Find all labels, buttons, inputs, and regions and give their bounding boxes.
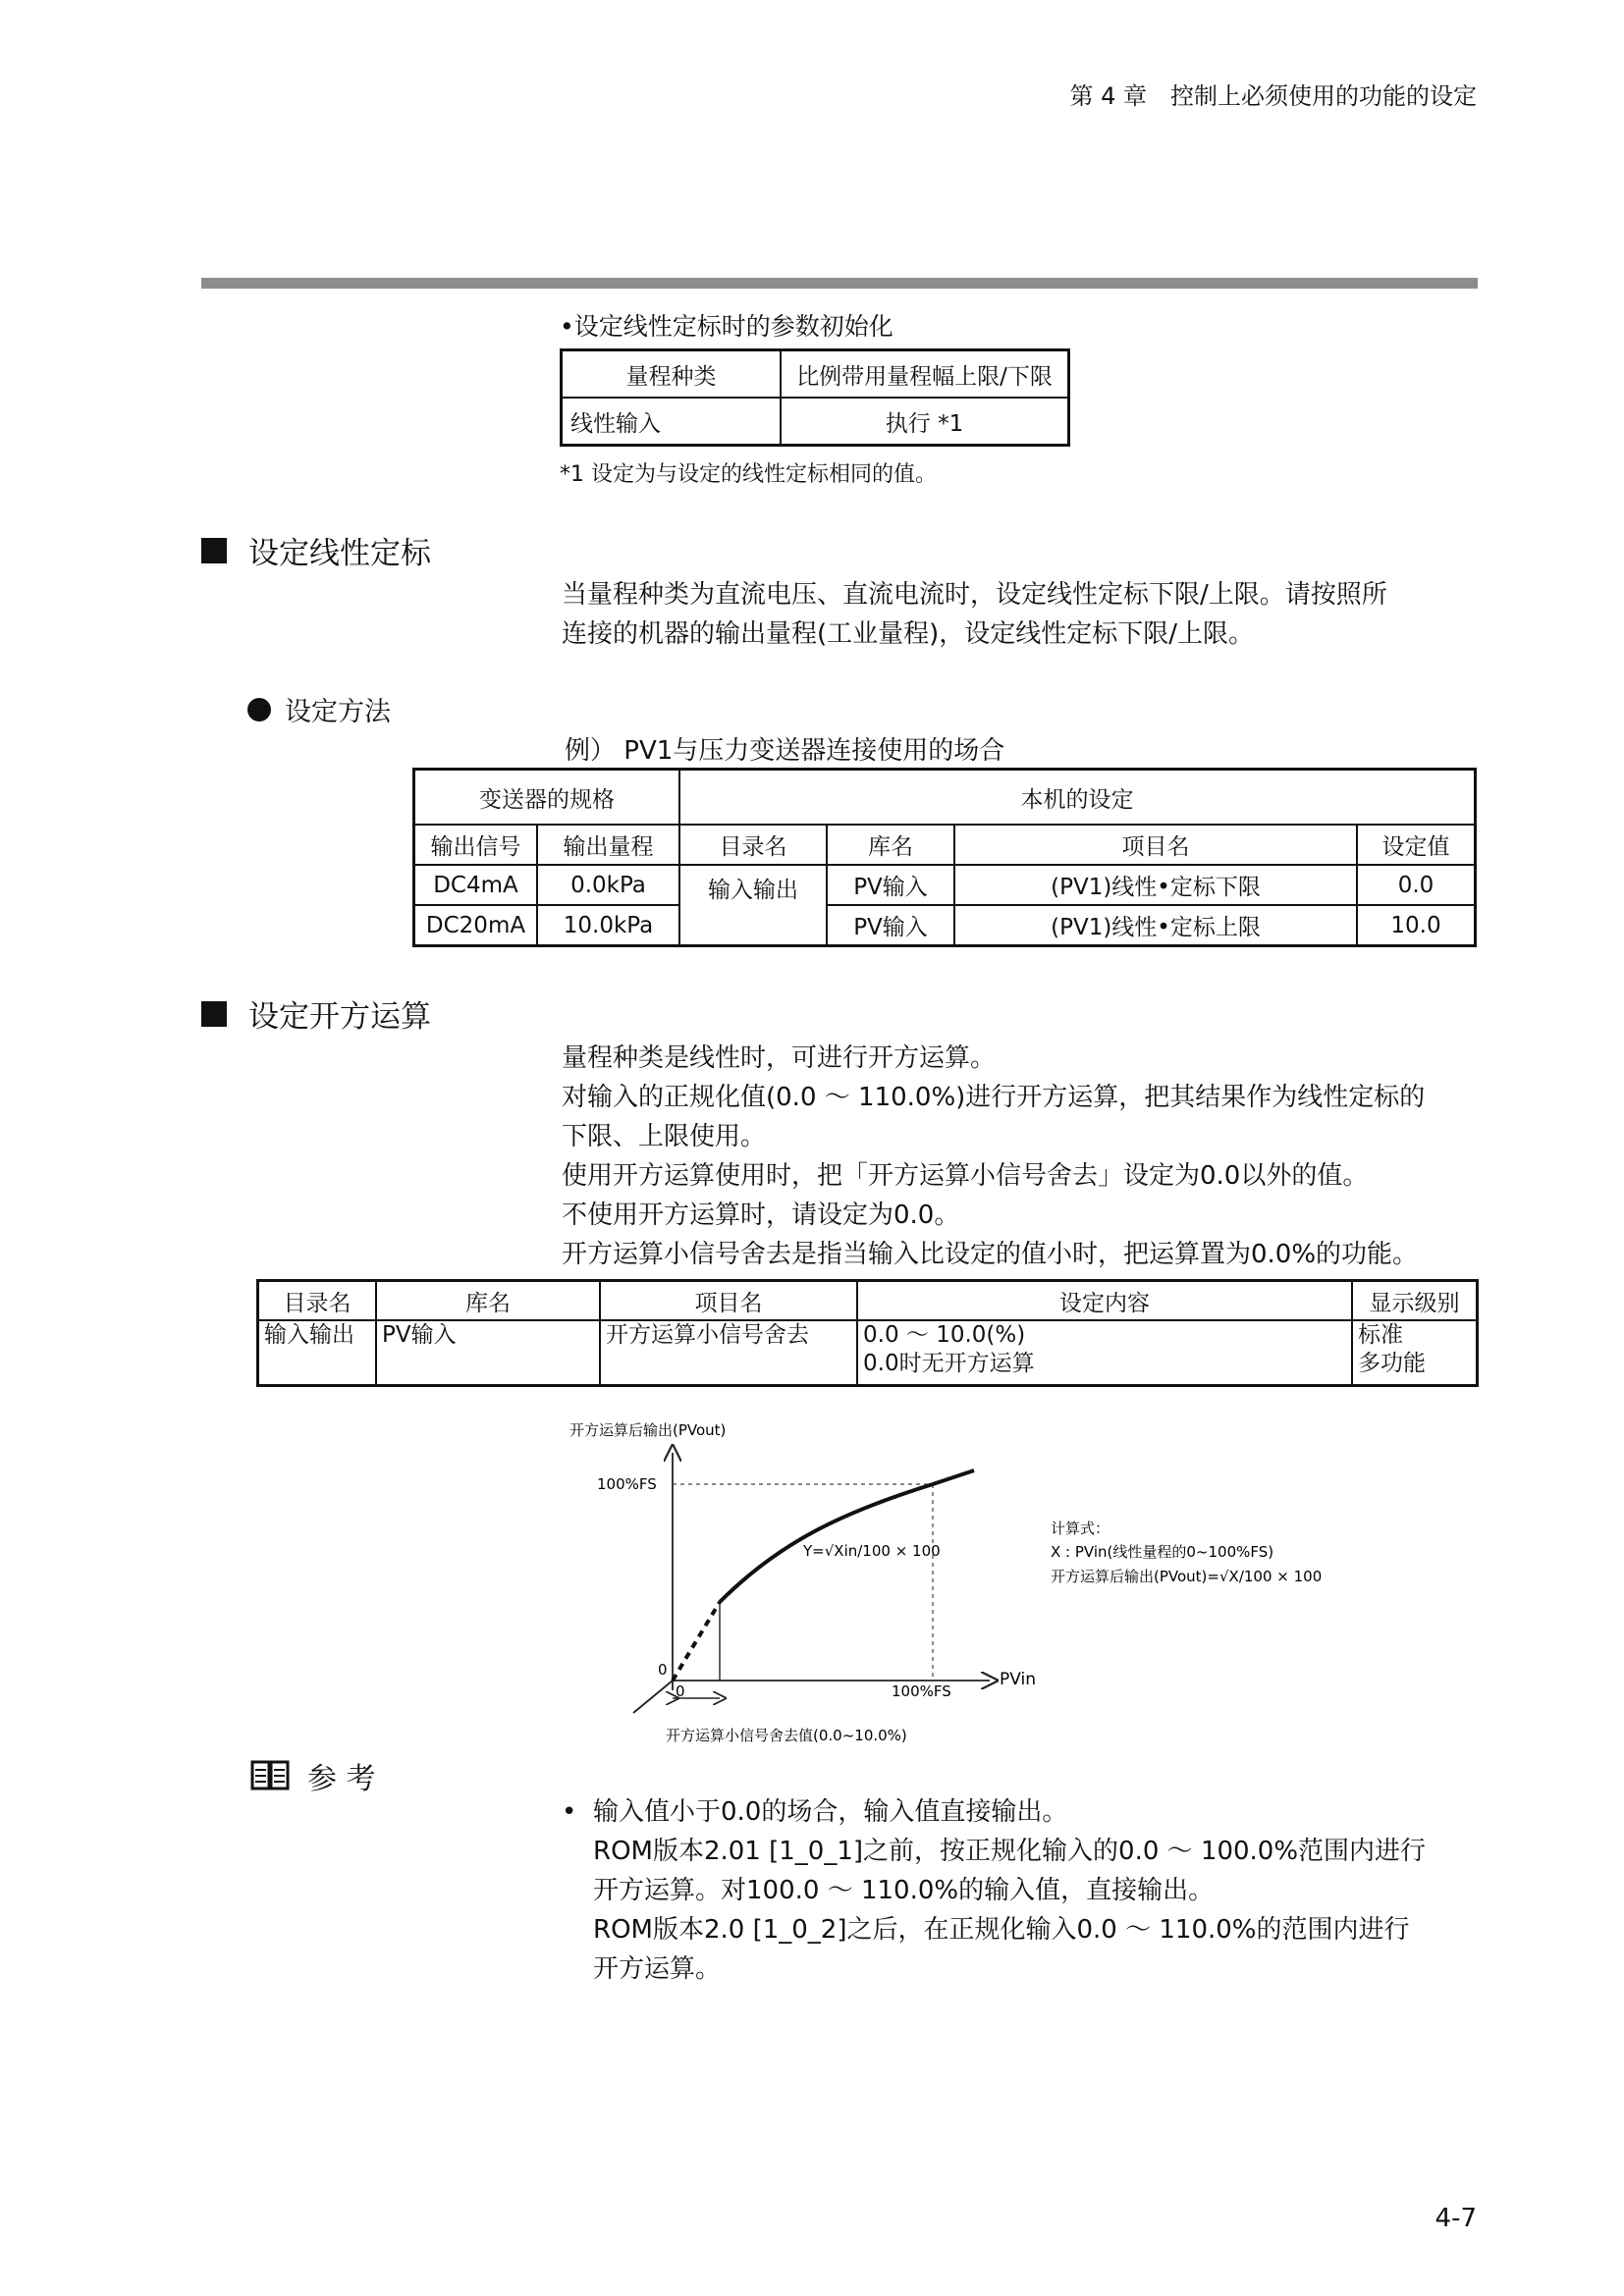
init-title: •设定线性定标时的参数初始化 xyxy=(560,312,893,341)
bullet-dot-icon xyxy=(247,698,271,721)
section-square-icon xyxy=(201,1001,227,1027)
col-item: 项目名 xyxy=(600,1281,857,1321)
paragraph-line: 下限、上限使用。 xyxy=(562,1122,767,1151)
section-linear-title: 设定线性定标 xyxy=(248,536,431,571)
col-catalog: 目录名 xyxy=(679,825,827,865)
paragraph-line: 使用开方运算使用时，把「开方运算小信号舍去」设定为0.0以外的值。 xyxy=(562,1161,1369,1191)
cell: PV输入 xyxy=(376,1320,600,1386)
cell: 10.0kPa xyxy=(537,905,679,946)
init-cell-execute: 执行 *1 xyxy=(781,398,1069,446)
cell: PV输入 xyxy=(827,865,954,905)
init-note: *1 设定为与设定的线性定标相同的值。 xyxy=(560,462,937,487)
transmitter-table xyxy=(412,768,1477,947)
reference-line: ROM版本2.0 [1_0_2]之后，在正规化输入0.0 ～ 110.0%的范围内进行 xyxy=(593,1915,1410,1945)
section-sqrt-title: 设定开方运算 xyxy=(248,999,431,1035)
paragraph-line: 不使用开方运算时，请设定为0.0。 xyxy=(562,1201,960,1230)
col-level: 显示级别 xyxy=(1352,1281,1478,1321)
cutoff-curve-dashed xyxy=(673,1602,720,1681)
reference-line: ROM版本2.01 [1_0_1]之前，按正规化输入的0.0 ～ 100.0%范围内进行 xyxy=(593,1837,1427,1866)
negative-extension xyxy=(633,1681,673,1713)
cell: 0.0kPa xyxy=(537,865,679,905)
section-square-icon xyxy=(201,538,227,563)
init-header-prop-band: 比例带用量程幅上限/下限 xyxy=(781,350,1069,399)
y-tick-label: 100%FS xyxy=(597,1475,657,1493)
group-device: 本机的设定 xyxy=(679,770,1476,826)
formula-title: 计算式： xyxy=(1051,1520,1110,1537)
cell: 10.0 xyxy=(1357,905,1476,946)
reference-line: 输入值小于0.0的场合，输入值直接输出。 xyxy=(593,1797,1068,1827)
group-transmitter: 变送器的规格 xyxy=(414,770,680,826)
cell: 输入输出 xyxy=(679,865,827,946)
linear-paragraph xyxy=(562,575,1485,654)
reference-line: 开方运算。对100.0 ～ 110.0%的输入值，直接输出。 xyxy=(593,1876,1215,1905)
col-output-range: 输出量程 xyxy=(537,825,679,865)
init-table xyxy=(560,348,1070,447)
sqrt-curve xyxy=(720,1470,974,1602)
content-line: 0.0时无开方运算 xyxy=(863,1351,1035,1376)
y-axis-label: 开方运算后输出(PVout) xyxy=(569,1421,727,1439)
cell-content xyxy=(857,1320,1352,1386)
paragraph-line: 开方运算小信号舍去是指当输入比设定的值小时，把运算置为0.0%的功能。 xyxy=(562,1240,1419,1269)
col-library: 库名 xyxy=(376,1281,600,1321)
cutoff-label: 开方运算小信号舍去值(0.0~10.0%) xyxy=(666,1727,907,1744)
origin-x-label: 0 xyxy=(676,1682,685,1700)
sqrt-graph xyxy=(550,1414,1434,1767)
curve-equation: Y=√Xin/100 × 100 xyxy=(803,1542,941,1560)
table-row xyxy=(414,865,1476,905)
paragraph-line: 量程种类是线性时，可进行开方运算。 xyxy=(562,1043,997,1073)
method-heading xyxy=(247,690,391,728)
cell: DC20mA xyxy=(414,905,538,946)
header-rule xyxy=(201,278,1478,289)
paragraph-line: 当量程种类为直流电压、直流电流时，设定线性定标下限/上限。请按照所 xyxy=(562,580,1387,610)
formula-line-2: 开方运算后输出(PVout)=√X/100 × 100 xyxy=(1051,1568,1323,1585)
chapter-header: 第 4 章 控制上必须使用的功能的设定 xyxy=(1069,82,1477,110)
formula-line-1: X : PVin(线性量程的0~100%FS) xyxy=(1051,1543,1274,1561)
section-square-root xyxy=(201,991,431,1036)
col-output-signal: 输出信号 xyxy=(414,825,538,865)
cell: 开方运算小信号舍去 xyxy=(600,1320,857,1386)
cell: 输入输出 xyxy=(258,1320,377,1386)
col-library: 库名 xyxy=(827,825,954,865)
reference-text xyxy=(562,1792,1485,1989)
sqrt-paragraph xyxy=(562,1039,1485,1274)
paragraph-line: 对输入的正规化值(0.0 ～ 110.0%)进行开方运算，把其结果作为线性定标的 xyxy=(562,1083,1426,1112)
page-number: 4-7 xyxy=(1435,2204,1477,2233)
book-icon xyxy=(250,1759,290,1792)
init-cell-linear: 线性输入 xyxy=(562,398,782,446)
example-text: 例） PV1与压力变送器连接使用的场合 xyxy=(565,736,1005,766)
table-row xyxy=(414,905,1476,946)
reference-line: 开方运算。 xyxy=(593,1954,722,1984)
reference-title: 参 考 xyxy=(307,1762,376,1796)
col-setting: 设定值 xyxy=(1357,825,1476,865)
cell: PV输入 xyxy=(827,905,954,946)
cell: 0.0 xyxy=(1357,865,1476,905)
table-row xyxy=(258,1320,1478,1386)
cell-level xyxy=(1352,1320,1478,1386)
sqrt-table xyxy=(256,1279,1479,1387)
reference-heading xyxy=(250,1754,376,1797)
cell: (PV1)线性•定标下限 xyxy=(954,865,1357,905)
cell: DC4mA xyxy=(414,865,538,905)
origin-y-label: 0 xyxy=(658,1661,668,1679)
level-line: 多功能 xyxy=(1358,1351,1426,1376)
section-linear-scaling xyxy=(201,528,431,572)
cell: (PV1)线性•定标上限 xyxy=(954,905,1357,946)
reference-bullet: • xyxy=(562,1797,577,1827)
x-axis-label: PVin xyxy=(1000,1670,1037,1689)
init-header-range-type: 量程种类 xyxy=(562,350,782,399)
col-item: 项目名 xyxy=(954,825,1357,865)
paragraph-line: 连接的机器的输出量程(工业量程)，设定线性定标下限/上限。 xyxy=(562,619,1255,649)
content-line: 0.0 ～ 10.0(%) xyxy=(863,1322,1026,1348)
method-title: 设定方法 xyxy=(285,697,391,727)
level-line: 标准 xyxy=(1358,1322,1403,1348)
x-tick-label: 100%FS xyxy=(892,1682,951,1700)
col-catalog: 目录名 xyxy=(258,1281,377,1321)
col-content: 设定内容 xyxy=(857,1281,1352,1321)
